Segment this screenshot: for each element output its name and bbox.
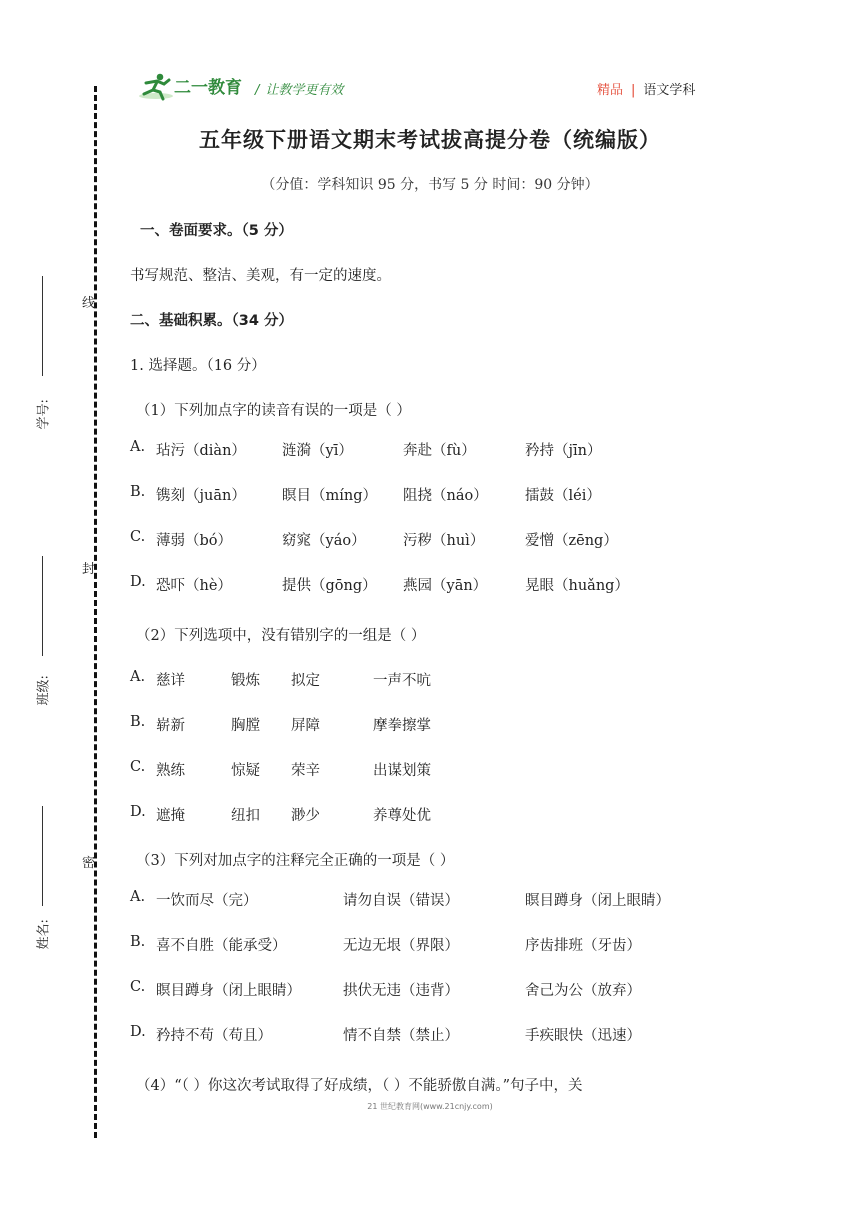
option-item: 拟定 (291, 673, 320, 689)
option-item: 喜不自胜（能承受） (156, 938, 287, 954)
logo-text: 二一教育 (174, 78, 242, 98)
name-label: 姓名: (36, 919, 52, 950)
tag-label: 精品 (597, 83, 624, 98)
binding-mi-char: 密 (82, 856, 96, 871)
option-item: 纽扣 (231, 808, 260, 824)
option-label[interactable]: D. (130, 804, 146, 820)
option-label[interactable]: C. (130, 979, 146, 995)
subject-label: 语文学科 (643, 83, 696, 98)
option-item: 请勿自误（错误） (343, 893, 459, 909)
option-item: 污秽（huì） (403, 533, 485, 549)
header-right (597, 79, 695, 98)
option-item: 序齿排班（牙齿） (525, 938, 641, 954)
option-label[interactable]: B. (130, 934, 146, 950)
option-label[interactable]: B. (130, 484, 146, 500)
page-title: 五年级下册语文期末考试拔高提分卷（统编版） (199, 128, 661, 152)
section1-text: 书写规范、整洁、美观，有一定的速度。 (130, 268, 391, 284)
option-item: 瞑目蹲身（闭上眼睛） (156, 983, 301, 999)
binding-dashed-line (94, 86, 97, 1138)
option-item: 惊疑 (231, 763, 260, 779)
q1-1-stem: （1）下列加点字的读音有误的一项是（ ） (136, 403, 411, 419)
option-label[interactable]: A. (130, 889, 146, 905)
option-item: 情不自禁（禁止） (343, 1028, 459, 1044)
option-item: 阻挠（náo） (403, 488, 488, 504)
class-label: 班级: (36, 675, 52, 706)
name-blank[interactable] (42, 806, 43, 906)
option-item: 舍己为公（放弃） (525, 983, 641, 999)
section2-heading: 二、基础积累。（34 分） (130, 313, 293, 329)
q1-2-stem: （2）下列选项中，没有错别字的一组是（ ） (136, 628, 426, 644)
option-item: 胸膛 (231, 718, 260, 734)
option-item: 爱憎（zēng） (525, 533, 618, 549)
option-item: 恐吓（hè） (156, 578, 232, 594)
option-item: 镌刻（juān） (156, 488, 246, 504)
q1-4-stem: （4）“（ ）你这次考试取得了好成绩，（ ）不能骄傲自满。”句子中，关 (136, 1078, 583, 1094)
option-item: 拱伏无违（违背） (343, 983, 459, 999)
option-item: 熟练 (156, 763, 185, 779)
option-item: 渺少 (291, 808, 320, 824)
option-item: 瞑目（míng） (282, 488, 378, 504)
option-item: 无边无垠（界限） (343, 938, 459, 954)
option-item: 慈详 (156, 673, 185, 689)
option-item: 燕园（yān） (403, 578, 488, 594)
student-id-blank[interactable] (42, 276, 43, 376)
section1-heading: 一、卷面要求。（5 分） (140, 223, 293, 239)
option-item: 玷污（diàn） (156, 443, 246, 459)
option-item: 奔赴（fù） (403, 443, 476, 459)
option-item: 一声不吭 (373, 673, 431, 689)
option-item: 矜持（jīn） (525, 443, 602, 459)
class-blank[interactable] (42, 556, 43, 656)
option-item: 手疾眼快（迅速） (525, 1028, 641, 1044)
question-1: 1. 选择题。（16 分） (130, 358, 266, 374)
q1-3-stem: （3）下列对加点字的注释完全正确的一项是（ ） (136, 853, 455, 869)
option-label[interactable]: D. (130, 574, 146, 590)
option-item: 养尊处优 (373, 808, 431, 824)
logo (136, 70, 244, 104)
page-subtitle: （分值：学科知识 95 分，书写 5 分 时间：90 分钟） (261, 177, 599, 193)
option-item: 擂鼓（léi） (525, 488, 601, 504)
footer-source: 21 世纪教育网(www.21cnjy.com) (367, 1102, 493, 1111)
option-item: 薄弱（bó） (156, 533, 233, 549)
option-label[interactable]: C. (130, 759, 146, 775)
option-item: 屏障 (291, 718, 320, 734)
option-item: 涟漪（yī） (282, 443, 353, 459)
option-item: 一饮而尽（完） (156, 893, 258, 909)
option-item: 锻炼 (231, 673, 260, 689)
option-label[interactable]: A. (130, 669, 146, 685)
option-item: 出谋划策 (373, 763, 431, 779)
option-label[interactable]: A. (130, 439, 146, 455)
option-item: 荣辛 (291, 763, 320, 779)
student-id-label: 学号: (36, 399, 52, 430)
binding-line-char: 线 (82, 296, 96, 311)
option-label[interactable]: D. (130, 1024, 146, 1040)
runner-logo-icon (136, 70, 244, 104)
binding-seal-char: 封 (82, 562, 96, 577)
option-item: 崭新 (156, 718, 185, 734)
option-label[interactable]: B. (130, 714, 146, 730)
option-item: 提供（gōng） (282, 578, 377, 594)
option-item: 摩拳擦掌 (373, 718, 431, 734)
option-item: 瞑目蹲身（闭上眼睛） (525, 893, 670, 909)
slogan-text: 让教学更有效 (265, 83, 344, 98)
slogan: / 让教学更有效 (255, 83, 344, 98)
option-item: 遮掩 (156, 808, 185, 824)
divider: | (631, 83, 636, 98)
option-label[interactable]: C. (130, 529, 146, 545)
option-item: 矜持不苟（苟且） (156, 1028, 272, 1044)
option-item: 晃眼（huǎng） (525, 578, 629, 594)
option-item: 窈窕（yáo） (282, 533, 366, 549)
